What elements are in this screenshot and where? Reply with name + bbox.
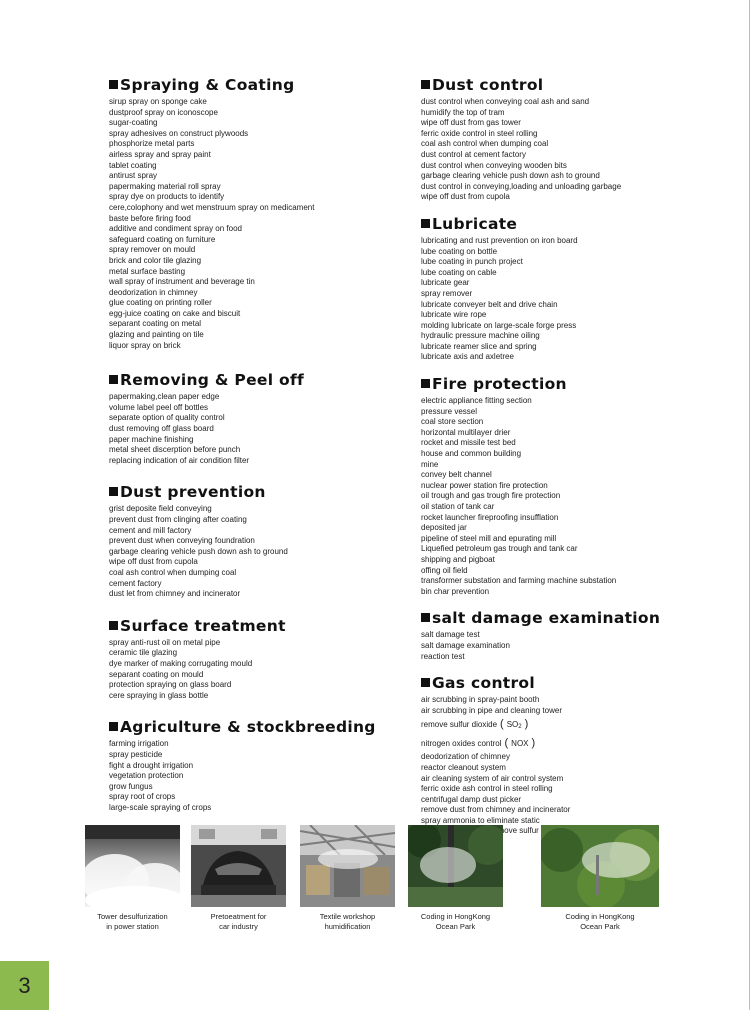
list-item: ferric oxide control in steel rolling: [421, 128, 538, 138]
list-item: spray remover: [421, 288, 473, 298]
list-item: lubricate axis and axletree: [421, 352, 514, 362]
list-item: centrifugal damp dust picker: [421, 794, 522, 804]
item-list: [421, 695, 741, 837]
list-item: house and common building: [421, 449, 522, 459]
list-item: spray dye on products to identify: [109, 192, 225, 202]
list-item: wipe off dust from cupola: [109, 557, 198, 567]
square-bullet-icon: [109, 621, 118, 630]
square-bullet-icon: [421, 613, 430, 622]
list-item: horizontal multilayer drier: [421, 427, 511, 437]
list-item: oil station of tank car: [421, 502, 495, 511]
list-item: spray ammonia to eliminate static: [421, 815, 540, 825]
list-item: volume label peel off bottles: [109, 402, 209, 412]
photo-image: [408, 825, 503, 907]
list-item: reaction test: [421, 651, 465, 661]
item-list: [109, 392, 409, 466]
right-column: [421, 76, 741, 851]
section-title: Agriculture & stockbreeding: [109, 718, 409, 736]
square-bullet-icon: [109, 80, 118, 89]
list-item: wall spray of instrument and beverage tin: [109, 277, 255, 287]
list-item: dust control in conveying,loading and unloading garbage: [421, 181, 622, 191]
list-item: lube coating in punch project: [421, 257, 523, 267]
list-item: ceramic tile glazing: [109, 648, 178, 658]
list-item: reactor cleanout system: [421, 762, 506, 772]
list-item: airless spray and spray paint: [109, 149, 211, 159]
list-item: spray root of crops: [109, 792, 176, 802]
list-item: lube coating on bottle: [421, 246, 498, 256]
page-number-tab: [0, 961, 49, 1010]
list-item: brick and color tile glazing: [109, 255, 202, 265]
list-item: glazing and painting on tile: [109, 330, 204, 340]
list-item: sugar-coating: [109, 118, 158, 128]
list-item-so2: remove sulfur dioxide ( SO2 ): [421, 718, 529, 731]
square-bullet-icon: [421, 678, 430, 687]
photo-textile-workshop: [300, 825, 395, 932]
list-item: lubricate reamer slice and spring: [421, 341, 537, 351]
list-item: offing oil field: [421, 565, 468, 575]
list-item: cere,colophony and wet menstruum spray on medicament: [109, 202, 315, 212]
list-item: vegetation protection: [109, 771, 184, 781]
list-item: dust let from chimney and incinerator: [109, 589, 241, 599]
list-item: garbage clearing vehicle push down ash to ground: [421, 171, 600, 181]
list-item: electric appliance fitting section: [421, 396, 532, 406]
list-item: additive and condiment spray on food: [109, 224, 242, 234]
list-item: Liquefied petroleum gas trough and tank car: [421, 544, 578, 554]
section-title: Gas control: [421, 674, 741, 692]
item-list: [421, 396, 741, 597]
list-item: hydraulic pressure machine oiling: [421, 331, 540, 341]
list-item: separant coating on mould: [109, 669, 204, 679]
section-title: Spraying & Coating: [109, 76, 409, 94]
list-item: wipe off dust from gas tower: [421, 118, 521, 128]
photo-caption: Textile workshop humidification: [319, 912, 376, 931]
section-title: Dust control: [421, 76, 741, 94]
list-item: shipping and pigboat: [421, 554, 495, 564]
section-salt-damage: [421, 609, 741, 662]
list-item: molding lubricate on large-scale forge press: [421, 320, 577, 330]
list-item: nuclear power station fire protection: [421, 480, 548, 490]
item-list: [109, 739, 409, 813]
list-item: deposited jar: [421, 523, 467, 533]
list-item: mine: [421, 459, 439, 469]
square-bullet-icon: [421, 379, 430, 388]
section-lubricate: [421, 215, 741, 363]
list-item: lubricate gear: [421, 278, 470, 288]
square-bullet-icon: [421, 219, 430, 228]
section-fire-protection: [421, 375, 741, 597]
photo-caption: Pretoeatment for car industry: [210, 912, 267, 931]
section-spraying-coating: [109, 76, 409, 351]
item-list: [109, 97, 409, 351]
list-item: papermaking,clean paper edge: [109, 392, 220, 402]
list-item: remove dust from chimney and incinerator: [421, 805, 571, 815]
list-item: glue coating on printing roller: [109, 298, 212, 308]
list-item: garbage clearing vehicle push down ash to ground: [109, 546, 288, 556]
photo-image: [300, 825, 395, 907]
list-item: egg-juice coating on cake and biscuit: [109, 308, 241, 318]
list-item: convey belt channel: [421, 470, 492, 480]
list-item: coal ash control when dumping coal: [109, 567, 237, 577]
list-item: sirup spray on sponge cake: [109, 97, 207, 106]
item-list: [109, 504, 409, 599]
square-bullet-icon: [109, 487, 118, 496]
section-gas-control: [421, 674, 741, 837]
page-number: 3: [18, 972, 31, 998]
list-item: metal sheet discerption before punch: [109, 445, 241, 455]
list-item: phosphorize metal parts: [109, 139, 195, 149]
list-item: humidify the top of tram: [421, 107, 505, 117]
list-item: rocket launcher fireproofing insufflation: [421, 512, 559, 522]
list-item: papermaking material roll spray: [109, 181, 221, 191]
photo-strip: [85, 825, 675, 935]
square-bullet-icon: [109, 722, 118, 731]
section-dust-control: [421, 76, 741, 203]
list-item: safeguard coating on furniture: [109, 234, 216, 244]
list-item: grow fungus: [109, 781, 153, 791]
list-item: coal store section: [421, 417, 484, 427]
photo-caption: Coding in HongKong Ocean Park: [420, 912, 491, 931]
list-item: rocket and missile test bed: [421, 438, 516, 448]
section-title: Surface treatment: [109, 617, 409, 635]
photo-image: [191, 825, 286, 907]
list-item: paper machine finishing: [109, 434, 194, 444]
section-agriculture-stockbreeding: [109, 718, 409, 813]
list-item: air scrubbing in spray-paint booth: [421, 695, 540, 705]
photo-tower-desulfurization: [85, 825, 180, 932]
list-item: antirust spray: [109, 171, 158, 181]
list-item: lubricate conveyer belt and drive chain: [421, 299, 558, 309]
list-item: fight a drought irrigation: [109, 760, 194, 770]
photo-ocean-park-2: [541, 825, 659, 932]
photo-image: [541, 825, 659, 907]
list-item-nox: nitrogen oxides control ( NOX ): [421, 737, 536, 750]
list-item: remove sulfur: [490, 826, 539, 836]
list-item: separant coating on metal: [109, 319, 202, 329]
item-list: [421, 236, 741, 363]
section-title: Dust prevention: [109, 483, 409, 501]
list-item: wipe off dust from cupola: [421, 192, 510, 202]
item-list: [109, 638, 409, 702]
photo-caption: Tower desulfurization in power station: [97, 912, 168, 931]
list-item: large-scale spraying of crops: [109, 802, 212, 812]
list-item: dust control when conveying coal ash and sand: [421, 97, 590, 106]
section-title: Removing & Peel off: [109, 371, 409, 389]
section-title: Fire protection: [421, 375, 741, 393]
list-item: dust removing off glass board: [109, 424, 214, 434]
list-item: lubricating and rust prevention on iron board: [421, 235, 578, 245]
photo-ocean-park-1: [408, 825, 503, 932]
list-item: bin char prevention: [421, 586, 490, 596]
list-item: liquor spray on brick: [109, 340, 181, 350]
list-item: spray anti-rust oil on metal pipe: [109, 637, 221, 647]
list-item: transformer substation and farming machine substation: [421, 576, 617, 586]
list-item: salt damage examination: [421, 640, 510, 650]
list-item: lube coating on cable: [421, 267, 497, 277]
square-bullet-icon: [421, 80, 430, 89]
item-list: [421, 97, 741, 203]
photo-caption: Coding in HongKong Ocean Park: [565, 912, 635, 931]
list-item: dust control when conveying wooden bits: [421, 160, 567, 170]
list-item: metal surface basting: [109, 266, 186, 276]
photo-car-pretreatment: [191, 825, 286, 932]
list-item: grist deposite field conveying: [109, 504, 212, 514]
list-item: pressure vessel: [421, 406, 478, 416]
list-item: spray adhesives on construct plywoods: [109, 128, 249, 138]
list-item: salt damage test: [421, 630, 480, 640]
list-item: baste before firing food: [109, 213, 191, 223]
section-dust-prevention: [109, 483, 409, 599]
list-item: coal ash control when dumping coal: [421, 139, 549, 149]
list-item: prevent dust from clinging after coating: [109, 515, 247, 524]
section-removing-peel-off: [109, 371, 409, 466]
list-item: cere spraying in glass bottle: [109, 690, 209, 700]
list-item: spray pesticide: [109, 749, 163, 759]
section-surface-treatment: [109, 617, 409, 702]
list-item: lubricate wire rope: [421, 310, 487, 320]
list-item: dustproof spray on iconoscope: [109, 107, 218, 117]
section-title: salt damage examination: [421, 609, 741, 627]
list-item: dust control at cement factory: [421, 149, 526, 159]
list-item: cement and mill factory: [109, 525, 192, 535]
list-item: air cleaning system of air control system: [421, 773, 564, 783]
list-item: ferric oxide ash control in steel rolling: [421, 784, 553, 794]
photo-image: [85, 825, 180, 907]
list-item: cement factory: [109, 578, 162, 588]
list-item: dye marker of making corrugating mould: [109, 658, 253, 668]
list-item: prevent dust when conveying foundration: [109, 536, 255, 546]
section-title: Lubricate: [421, 215, 741, 233]
list-item: air scrubbing in pipe and cleaning tower: [421, 705, 562, 715]
list-item: separate option of quality control: [109, 413, 225, 423]
list-item: protection spraying on glass board: [109, 680, 232, 690]
list-item: replacing indication of air condition filter: [109, 455, 250, 465]
left-column: [109, 76, 409, 827]
list-item: farming irrigation: [109, 739, 169, 749]
list-item: oil trough and gas trough fire protection: [421, 491, 561, 501]
list-item: deodorization of chimney: [421, 752, 510, 762]
list-item: pipeline of steel mill and epurating mill: [421, 533, 557, 543]
item-list: [421, 630, 741, 662]
list-item: deodorization in chimney: [109, 287, 198, 297]
list-item: spray remover on mould: [109, 245, 196, 255]
square-bullet-icon: [109, 375, 118, 384]
list-item: tablet coating: [109, 160, 157, 170]
